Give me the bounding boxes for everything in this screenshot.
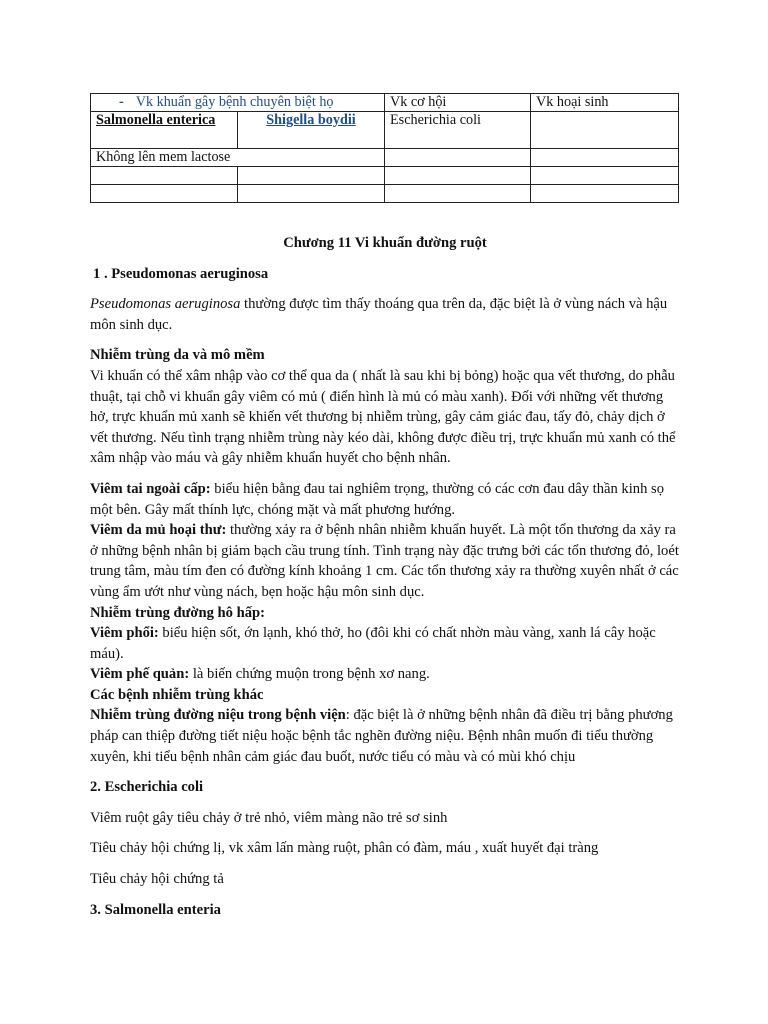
header-opportunistic: Vk cơ hội	[385, 94, 531, 112]
cell-empty	[531, 167, 679, 185]
cell-empty	[91, 185, 238, 203]
chapter-title: Chương 11 Vi khuẩn đường ruột	[283, 235, 487, 251]
ecthyma-label: Viêm da mủ hoại thư:	[90, 522, 227, 539]
cell-empty	[531, 112, 679, 149]
uti-label: Nhiễm trùng đường niệu trong bệnh viện	[90, 707, 346, 724]
other-infections-heading: Các bệnh nhiễm trùng khác	[90, 686, 264, 703]
cell-empty	[531, 185, 679, 203]
bronchitis-paragraph: Viêm phế quản: là biến chứng muộn trong bệnh xơ nang.	[90, 666, 430, 683]
header-saprophytic: Vk hoại sinh	[531, 94, 679, 112]
section-heading-ecoli: 2. Escherichia coli	[90, 779, 204, 796]
ecoli-text-3: Tiêu chảy hội chứng tả	[90, 871, 224, 888]
uti-paragraph: Nhiễm trùng đường niệu trong bệnh viện: đặc biệt là ở những bệnh nhân đã điều trị bằng phương pháp can thiệp đường tiết niệu hoặc bệnh tắc nghẽn đường niệu. Bệnh nhân muốn đi tiểu thường xuyên, khi tiểu bệnh nhân cảm giác đau buốt, nước tiểu có màu và có mùi khó chịu	[90, 707, 673, 765]
cell-empty	[531, 149, 679, 167]
cell-empty	[238, 185, 385, 203]
bacteria-classification-table	[90, 93, 679, 203]
bronchitis-label: Viêm phế quản:	[90, 666, 190, 683]
cell-lactose: Không lên mem lactose	[91, 149, 385, 167]
ecoli-text-1: Viêm ruột gây tiêu chảy ở trẻ nhỏ, viêm màng não trẻ sơ sinh	[90, 809, 448, 826]
cell-empty	[385, 167, 531, 185]
cell-empty	[238, 167, 385, 185]
document-body	[90, 233, 680, 930]
list-dash: -	[119, 94, 124, 110]
ecthyma-paragraph: Viêm da mủ hoại thư: thường xảy ra ở bệnh nhân nhiễm khuẩn huyết. Là một tổn thương da xảy ra ở những bệnh nhân bị giảm bạch cầu trung tính. Tình trạng này đặc trưng bởi các tổn thương đỏ, loét trung tâm, màu tím đen có đường kính khoảng 1 cm. Các tổn thương xảy ra thường xuyên nhất ở các vùng ẩm ướt như vùng nách, bẹn hoặc hậu môn sinh dục.	[90, 522, 679, 600]
table-row	[91, 149, 679, 167]
header-specific-pathogens: - Vk khuẩn gây bệnh chuyên biệt họ	[91, 94, 385, 112]
cell-ecoli: Escherichia coli	[385, 112, 531, 149]
otitis-paragraph: Viêm tai ngoài cấp: biểu hiện bằng đau tai nghiêm trọng, thường có các cơn đau dây thần kinh sọ một bên. Gây mất thính lực, chóng mặt và mất phương hướng.	[90, 480, 664, 518]
table-header-row	[91, 94, 679, 112]
skin-infection-text: Vi khuẩn có thể xâm nhập vào cơ thể qua da ( nhất là sau khi bị bỏng) hoặc qua vết thương, do phẫu thuật, tại chỗ vi khuẩn gây viêm có mủ ( điển hình là mủ có màu xanh). Đối với những vết thương hở, trực khuẩn mủ xanh sẽ khiến vết thương bị nhiễm trùng, gây cảm giác đau, tấy đỏ, chảy dịch ở vết thương. Nếu tình trạng nhiễm trùng này kéo dài, không được điều trị, trực khuẩn mủ xanh có thể xâm nhập vào máu và gây nhiễm khuẩn huyết cho bệnh nhân.	[90, 367, 676, 467]
cell-empty	[385, 149, 531, 167]
skin-infection-heading: Nhiễm trùng da và mô mềm	[90, 347, 265, 364]
cell-empty	[91, 167, 238, 185]
respiratory-heading: Nhiễm trùng đường hô hấp:	[90, 604, 265, 621]
species-name: Pseudomonas aeruginosa	[90, 296, 241, 313]
section-heading-pseudomonas: 1 . Pseudomonas aeruginosa	[93, 265, 269, 282]
otitis-label: Viêm tai ngoài cấp:	[90, 480, 211, 497]
pseudomonas-intro: Pseudomonas aeruginosa thường được tìm thấy thoáng qua trên da, đặc biệt là ở vùng nách và hậu môn sinh dục.	[90, 296, 668, 333]
pneumonia-label: Viêm phổi:	[90, 625, 159, 642]
table-row	[91, 167, 679, 185]
table-row	[91, 112, 679, 149]
cell-empty	[385, 185, 531, 203]
ecoli-text-2: Tiêu chảy hội chứng lị, vk xâm lấn màng ruột, phân có đàm, máu , xuất huyết đại tràng	[90, 840, 599, 857]
pneumonia-paragraph: Viêm phổi: biểu hiện sốt, ớn lạnh, khó thở, ho (đôi khi có chất nhờn màu vàng, xanh lá cây hoặc máu).	[90, 625, 656, 662]
table-row	[91, 185, 679, 203]
cell-shigella: Shigella boydii	[238, 112, 385, 149]
cell-salmonella: Salmonella enterica	[91, 112, 238, 149]
section-heading-salmonella: 3. Salmonella enteria	[90, 901, 221, 918]
